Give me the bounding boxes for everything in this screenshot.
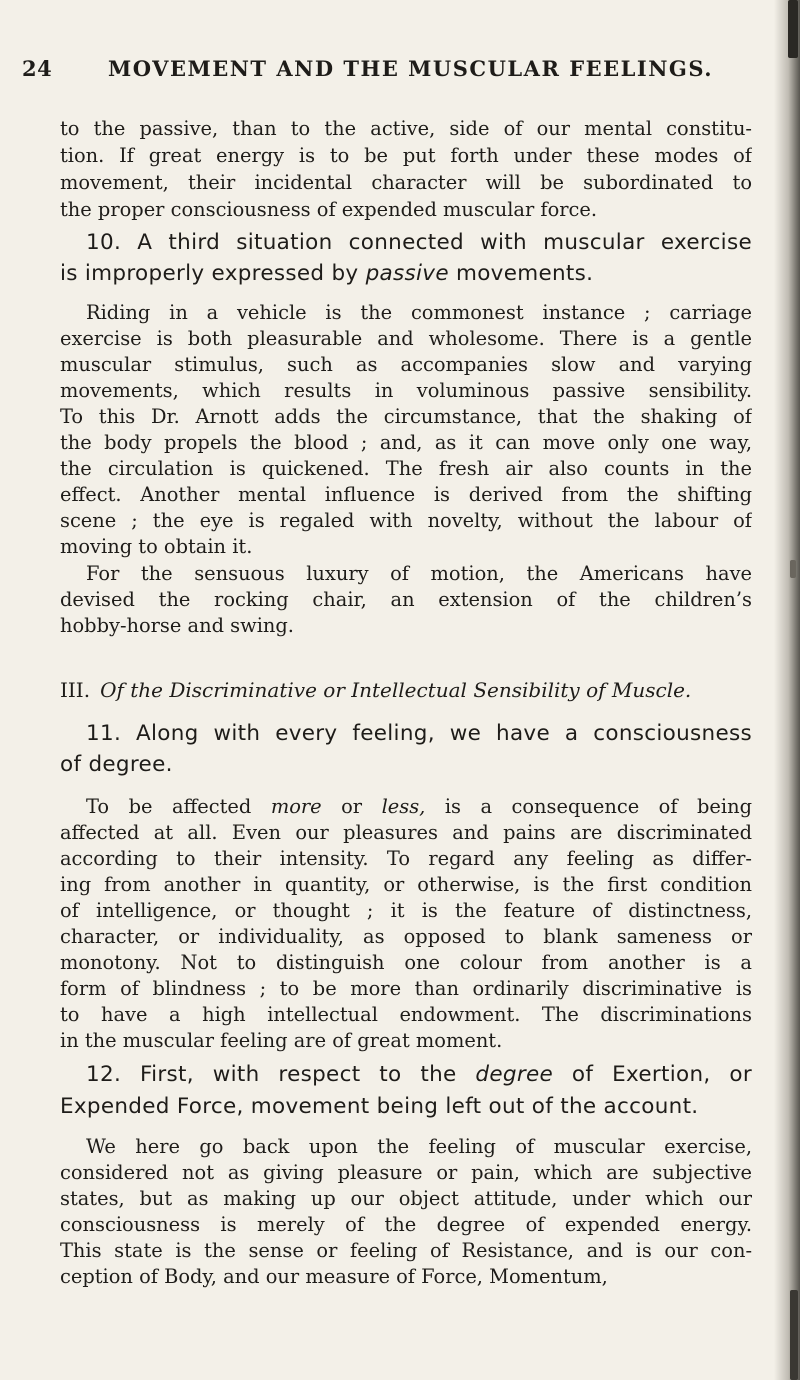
- text-line: the body propels the blood ; and, as it can move only one way,: [60, 431, 752, 454]
- text-line: We here go back upon the feeling of muscular exercise,: [86, 1135, 752, 1158]
- italic-less: less,: [381, 795, 426, 818]
- section-heading: [60, 678, 752, 708]
- italic-more: more: [270, 795, 322, 818]
- paragraph-heading-12: [86, 1060, 752, 1090]
- text-line: form of blindness ; to be more than ordinarily discriminative is: [60, 977, 752, 1000]
- text-line: scene ; the eye is regaled with novelty, without the labour of: [60, 509, 752, 532]
- text-line: exercise is both pleasurable and wholesome. There is a gentle: [60, 327, 752, 350]
- text-line: considered not as giving pleasure or pain, which are subjective: [60, 1161, 752, 1184]
- text-line: to have a high intellectual endowment. The discriminations: [60, 1003, 752, 1026]
- text-line: ing from another in quantity, or otherwise, is the first condition: [60, 873, 752, 896]
- running-head: [22, 56, 722, 88]
- text-line: to the passive, than to the active, side of our mental constitu-: [60, 117, 752, 140]
- text-run: is a consequence of being: [425, 795, 752, 818]
- heading-text: is improperly expressed by: [60, 261, 359, 286]
- paragraph-heading-10-cont: [60, 259, 752, 289]
- text-line: For the sensuous luxury of motion, the Americans have: [86, 562, 752, 585]
- page-number: 24: [22, 56, 53, 81]
- text-line: affected at all. Even our pleasures and pains are discriminated: [60, 821, 752, 844]
- heading-text: 12. First, with respect to the: [86, 1062, 476, 1087]
- section-number: III.: [60, 678, 91, 702]
- text-line: moving to obtain it.: [60, 535, 253, 558]
- text-line: according to their intensity. To regard any feeling as differ-: [60, 847, 752, 870]
- heading-text: of Exertion, or: [553, 1062, 752, 1087]
- running-head-title: MOVEMENT AND THE MUSCULAR FEELINGS.: [108, 56, 714, 81]
- text-line: states, but as making up our object attitude, under which our: [60, 1187, 752, 1210]
- text-line: movement, their incidental character will be subordinated to: [60, 171, 752, 194]
- text-line: character, or individuality, as opposed to blank sameness or: [60, 925, 752, 948]
- heading-italic: passive: [365, 261, 449, 286]
- text-line: ception of Body, and our measure of Force, Momentum,: [60, 1265, 608, 1288]
- section-title: Of the Discriminative or Intellectual Sensibility of Muscle.: [100, 678, 692, 702]
- paragraph-heading-11-cont: of degree.: [60, 752, 173, 777]
- italic-degree: degree: [475, 1062, 554, 1087]
- text-line: tion. If great energy is to be put forth under these modes of: [60, 144, 752, 167]
- text-run: or: [321, 795, 382, 818]
- paragraph-heading-12-cont: Expended Force, movement being left out of the account.: [60, 1094, 699, 1119]
- page-edge-mark: [790, 1290, 798, 1380]
- text-run: To be affected: [86, 795, 271, 818]
- text-line: in the muscular feeling are of great moment.: [60, 1029, 503, 1052]
- paragraph-heading-10: 10. A third situation connected with muscular exercise: [86, 230, 752, 255]
- text-line: effect. Another mental influence is derived from the shifting: [60, 483, 752, 506]
- text-line: devised the rocking chair, an extension of the children’s: [60, 588, 752, 611]
- text-line: the circulation is quickened. The fresh air also counts in the: [60, 457, 752, 480]
- text-line: [86, 794, 752, 820]
- text-line: muscular stimulus, such as accompanies slow and varying: [60, 353, 752, 376]
- text-line: consciousness is merely of the degree of expended energy.: [60, 1213, 752, 1236]
- text-line: This state is the sense or feeling of Resistance, and is our con-: [60, 1239, 752, 1262]
- text-line: of intelligence, or thought ; it is the feature of distinctness,: [60, 899, 752, 922]
- text-line: hobby-horse and swing.: [60, 614, 294, 637]
- page-edge-mark: [788, 0, 798, 58]
- text-line: monotony. Not to distinguish one colour from another is a: [60, 951, 752, 974]
- text-line: the proper consciousness of expended muscular force.: [60, 198, 598, 221]
- text-line: movements, which results in voluminous passive sensibility.: [60, 379, 752, 402]
- text-line: Riding in a vehicle is the commonest instance ; carriage: [86, 301, 752, 324]
- page-edge-mark: [790, 560, 796, 578]
- page-edge-shadow: [774, 0, 800, 1380]
- heading-text: movements.: [448, 261, 594, 286]
- text-line: To this Dr. Arnott adds the circumstance, that the shaking of: [60, 405, 752, 428]
- paragraph-heading-11: 11. Along with every feeling, we have a consciousness: [86, 721, 752, 746]
